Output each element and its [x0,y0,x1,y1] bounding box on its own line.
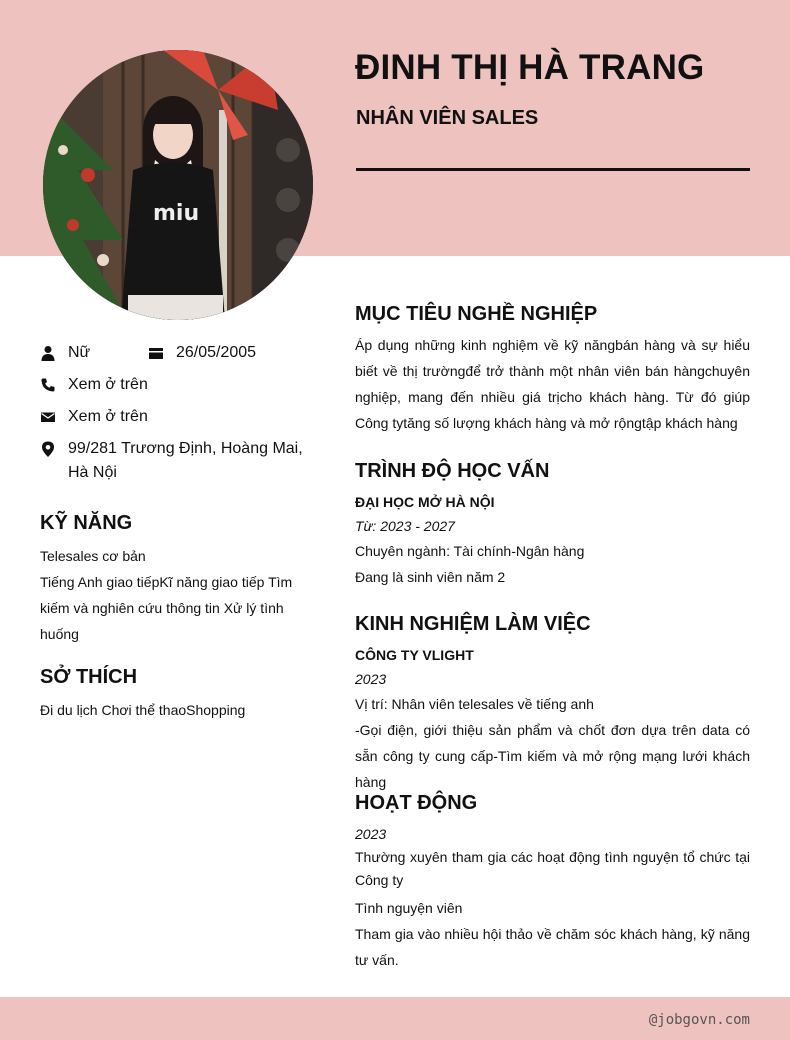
school-name: ĐẠI HỌC MỞ HÀ NỘI [355,494,495,510]
objective-text: Áp dụng những kinh nghiệm về kỹ năngbán hàng và sự hiểu biết về thị trườngđể trở thành một nhân viên bán hàngchuyên nghiệp, mang đến nhiều giá trịcho khách hàng. Từ đó giúp Công tytăng số lượng khách hàng và mở rộngtập khách hàng [355,337,750,431]
contact-gender [40,341,90,365]
contact-address [40,437,310,485]
hobbies-heading: SỞ THÍCH [40,666,138,688]
birthday-value: 26/05/2005 [176,344,257,361]
contact-birthday [148,341,256,365]
gender-value: Nữ [68,344,91,361]
education-status: Đang là sinh viên năm 2 [355,569,506,585]
skill-item: Telesales cơ bản [40,548,146,564]
title-divider [356,168,750,171]
education-block [355,490,750,590]
activities-block [355,822,750,973]
location-pin-icon [40,437,56,461]
address-value: 99/281 Trương Định, Hoàng Mai, Hà Nội [68,440,303,481]
activity-item: Tham gia vào nhiều hội thảo về chăm sóc khách hàng, kỹ năng tư vấn. [355,926,750,968]
profile-photo [43,50,313,320]
skills-heading: KỸ NĂNG [40,512,133,534]
company-name: CÔNG TY VLIGHT [355,647,474,663]
contact-phone [40,373,148,397]
experience-heading: KINH NGHIỆM LÀM VIỆC [355,613,591,635]
phone-value: Xem ở trên [68,376,148,393]
svg-text:miu: miu [153,201,200,226]
experience-year: 2023 [355,671,387,687]
activity-item: Thường xuyên tham gia các hoạt động tình nguyện tổ chức tại Công ty [355,849,750,888]
education-major: Chuyên ngành: Tài chính-Ngân hàng [355,543,585,559]
experience-position: Vị trí: Nhân viên telesales về tiếng anh [355,696,594,712]
calendar-icon [148,341,164,365]
skills-list [40,543,302,647]
phone-icon [40,373,56,397]
job-title: NHÂN VIÊN SALES [356,107,539,129]
activity-item: Tình nguyện viên [355,900,463,916]
experience-description: -Gọi điện, giới thiệu sản phẩm và chốt đơn dựa trên data có sẵn công ty cung cấp-Tìm kiếm và mở rộng mạng lưới khách hàng [355,722,750,790]
education-heading: TRÌNH ĐỘ HỌC VẤN [355,460,550,482]
email-value: Xem ở trên [68,408,148,425]
contact-email [40,405,148,429]
objective-heading: MỤC TIÊU NGHỀ NGHIỆP [355,303,598,325]
footer-brand: @jobgovn.com [648,1012,750,1028]
skill-item: Tiếng Anh giao tiếpKĩ năng giao tiếp Tìm kiếm và nghiên cứu thông tin Xử lý tình huống [40,574,293,642]
envelope-icon [40,405,56,429]
activities-year: 2023 [355,826,387,842]
education-period: Từ: 2023 - 2027 [355,518,455,534]
hobbies-text: Đi du lịch Chơi thể thaoShopping [40,702,246,718]
experience-block [355,643,750,795]
person-icon [40,341,56,365]
activities-heading: HOẠT ĐỘNG [355,792,478,814]
candidate-name: ĐINH THỊ HÀ TRANG [355,48,705,87]
